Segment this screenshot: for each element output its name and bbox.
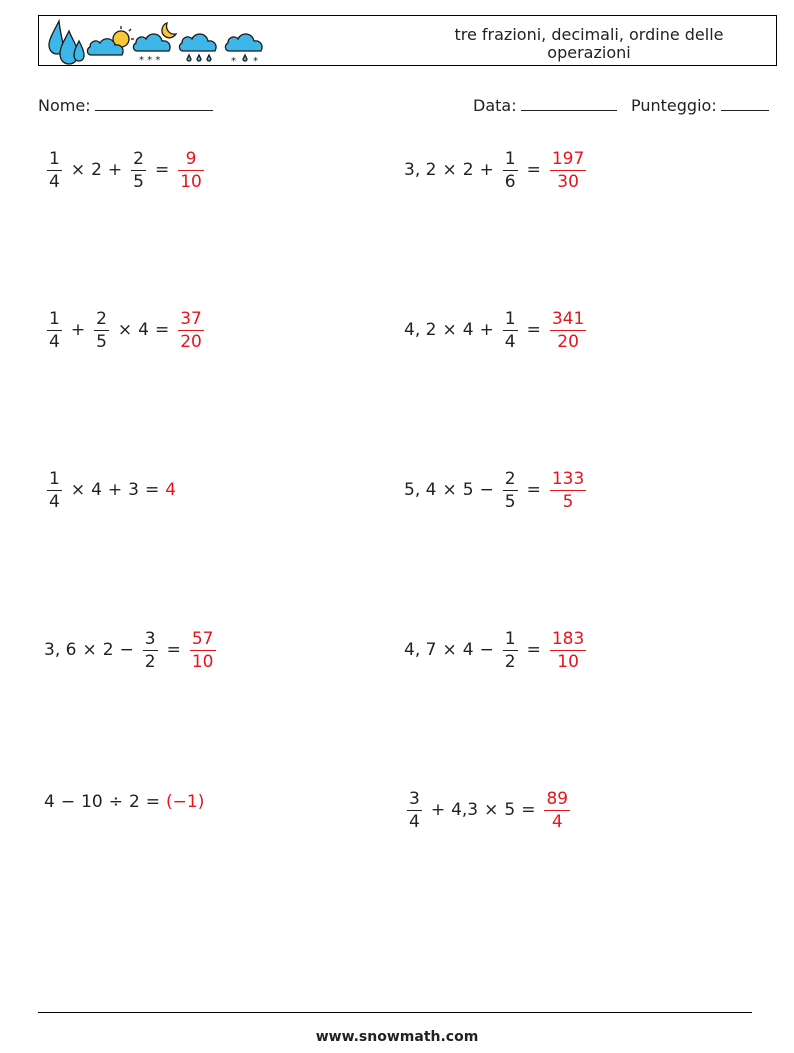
svg-text:* * *: * * * [139, 55, 161, 65]
fraction: $\frac{1}{6}$ [504, 148, 516, 192]
problem-3: $\frac{1}{4}$ + $\frac{2}{5}$ × 4 = $\frac{37}{20}$ [49, 308, 202, 352]
problem-8: 4, 7 × 4 − $\frac{1}{2}$ = $\frac{183}{10}$ [404, 628, 585, 672]
date-label: Data: [473, 96, 517, 115]
fraction: $\frac{2}{5}$ [504, 468, 516, 512]
answer: $\frac{133}{5}$ [551, 468, 585, 512]
score-blank[interactable] [721, 94, 769, 111]
problem-1: $\frac{1}{4}$ × 2 + $\frac{2}{5}$ = $\frac{9}{10}$ [49, 148, 202, 192]
fraction: $\frac{1}{4}$ [49, 468, 60, 512]
name-label: Nome: [38, 96, 91, 115]
fraction: $\frac{1}{4}$ [49, 308, 60, 352]
weather-icons [43, 17, 273, 65]
fraction: $\frac{1}{4}$ [504, 308, 516, 352]
footer-divider [38, 1012, 752, 1013]
answer: $\frac{341}{20}$ [551, 308, 585, 352]
fraction: $\frac{3}{4}$ [409, 788, 420, 832]
problem-9: 4 − 10 ÷ 2 = (−1) [44, 792, 205, 812]
answer: $\frac{89}{4}$ [546, 788, 569, 832]
fraction: $\frac{2}{5}$ [96, 308, 107, 352]
problem-6: 5, 4 × 5 − $\frac{2}{5}$ = $\frac{133}{5}$ [404, 468, 585, 512]
problem-7: 3, 6 × 2 − $\frac{3}{2}$ = $\frac{57}{10}$ [44, 628, 214, 672]
svg-text:*: * [253, 56, 258, 65]
score-label: Punteggio: [631, 96, 717, 115]
name-blank[interactable] [95, 94, 213, 111]
problem-4: 4, 2 × 4 + $\frac{1}{4}$ = $\frac{341}{20}$ [404, 308, 585, 352]
fraction: $\frac{1}{4}$ [49, 148, 60, 192]
fraction: $\frac{1}{2}$ [504, 628, 516, 672]
date-field [473, 94, 617, 115]
snow-rain-cloud-icon [225, 34, 262, 65]
problem-5: $\frac{1}{4}$ × 4 + 3 = 4 [49, 468, 177, 512]
raindrops-icon [49, 21, 84, 64]
problem-2: 3, 2 × 2 + $\frac{1}{6}$ = $\frac{197}{30}$ [404, 148, 585, 192]
worksheet-title [419, 26, 759, 62]
rain-cloud-icon [179, 34, 216, 61]
name-field [38, 94, 213, 115]
answer: $\frac{9}{10}$ [180, 148, 202, 192]
title-line-2: operazioni [547, 43, 631, 62]
fraction: $\frac{2}{5}$ [133, 148, 144, 192]
title-line-1: tre frazioni, decimali, ordine delle [454, 25, 724, 44]
header-box [38, 15, 777, 66]
answer: $\frac{37}{20}$ [180, 308, 202, 352]
answer: 4 [165, 480, 177, 500]
date-blank[interactable] [521, 94, 617, 111]
answer: $\frac{183}{10}$ [551, 628, 585, 672]
answer: $\frac{57}{10}$ [191, 628, 214, 672]
footer-url[interactable]: www.snowmath.com [315, 1029, 479, 1045]
answer: $\frac{197}{30}$ [551, 148, 585, 192]
score-field [631, 94, 769, 115]
fraction: $\frac{3}{2}$ [144, 628, 156, 672]
problem-10: $\frac{3}{4}$ + 4,3 × 5 = $\frac{89}{4}$ [409, 788, 569, 832]
answer: (−1) [166, 792, 205, 812]
moon-snow-cloud-icon [133, 23, 176, 65]
sun-cloud-icon [87, 26, 134, 55]
svg-text:*: * [231, 56, 236, 65]
